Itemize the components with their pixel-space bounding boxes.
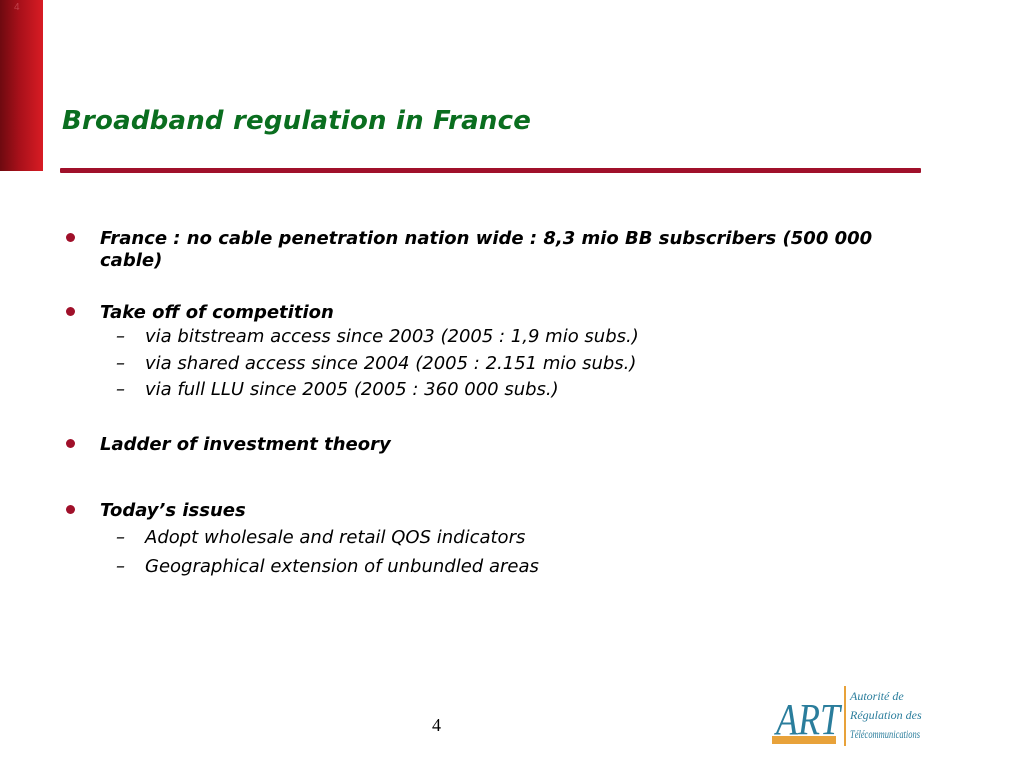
sub-bullet-dash: – (116, 326, 125, 347)
bullet-text: France : no cable penetration nation wide : 8,3 mio BB subscribers (500 000 cable) (100, 228, 873, 271)
sub-bullet-text: via shared access since 2004 (2005 : 2.151 mio subs.) (145, 353, 637, 374)
sub-bullet-item (0, 526, 1024, 550)
sub-bullet-item (0, 352, 1024, 376)
sub-bullet-item (0, 325, 1024, 349)
bullet-text: Ladder of investment theory (100, 434, 391, 455)
bullet-dot-icon (66, 233, 75, 242)
sub-bullet-item (0, 555, 1024, 579)
sub-bullet-text: Geographical extension of unbundled areas (145, 556, 539, 577)
slide-title: Broadband regulation in France (62, 106, 532, 136)
sub-bullet-item (0, 378, 1024, 402)
bullet-dot-icon (66, 307, 75, 316)
bullet-text: Today’s issues (100, 500, 246, 521)
bullet-text: Take off of competition (100, 302, 334, 323)
sub-bullet-dash: – (116, 556, 125, 577)
sub-bullet-text: Adopt wholesale and retail QOS indicators (145, 527, 526, 548)
sub-bullet-dash: – (116, 379, 125, 400)
logo-line-1: Autorité de (850, 689, 904, 703)
logo-line-3: Télécommunications (850, 727, 921, 741)
logo-acronym: ART (773, 695, 843, 744)
bullet-dot-icon (66, 439, 75, 448)
sub-bullet-text: via full LLU since 2005 (2005 : 360 000 subs.) (145, 379, 559, 400)
logo-line-2: Régulation des (850, 708, 922, 722)
bullet-dot-icon (66, 505, 75, 514)
art-logo (770, 684, 922, 748)
sub-bullet-dash: – (116, 527, 125, 548)
sub-bullet-dash: – (116, 353, 125, 374)
page-number: 4 (432, 715, 441, 735)
sub-bullet-text: via bitstream access since 2003 (2005 : 1,9 mio subs.) (145, 326, 639, 347)
corner-slide-number: 4 (14, 2, 20, 13)
